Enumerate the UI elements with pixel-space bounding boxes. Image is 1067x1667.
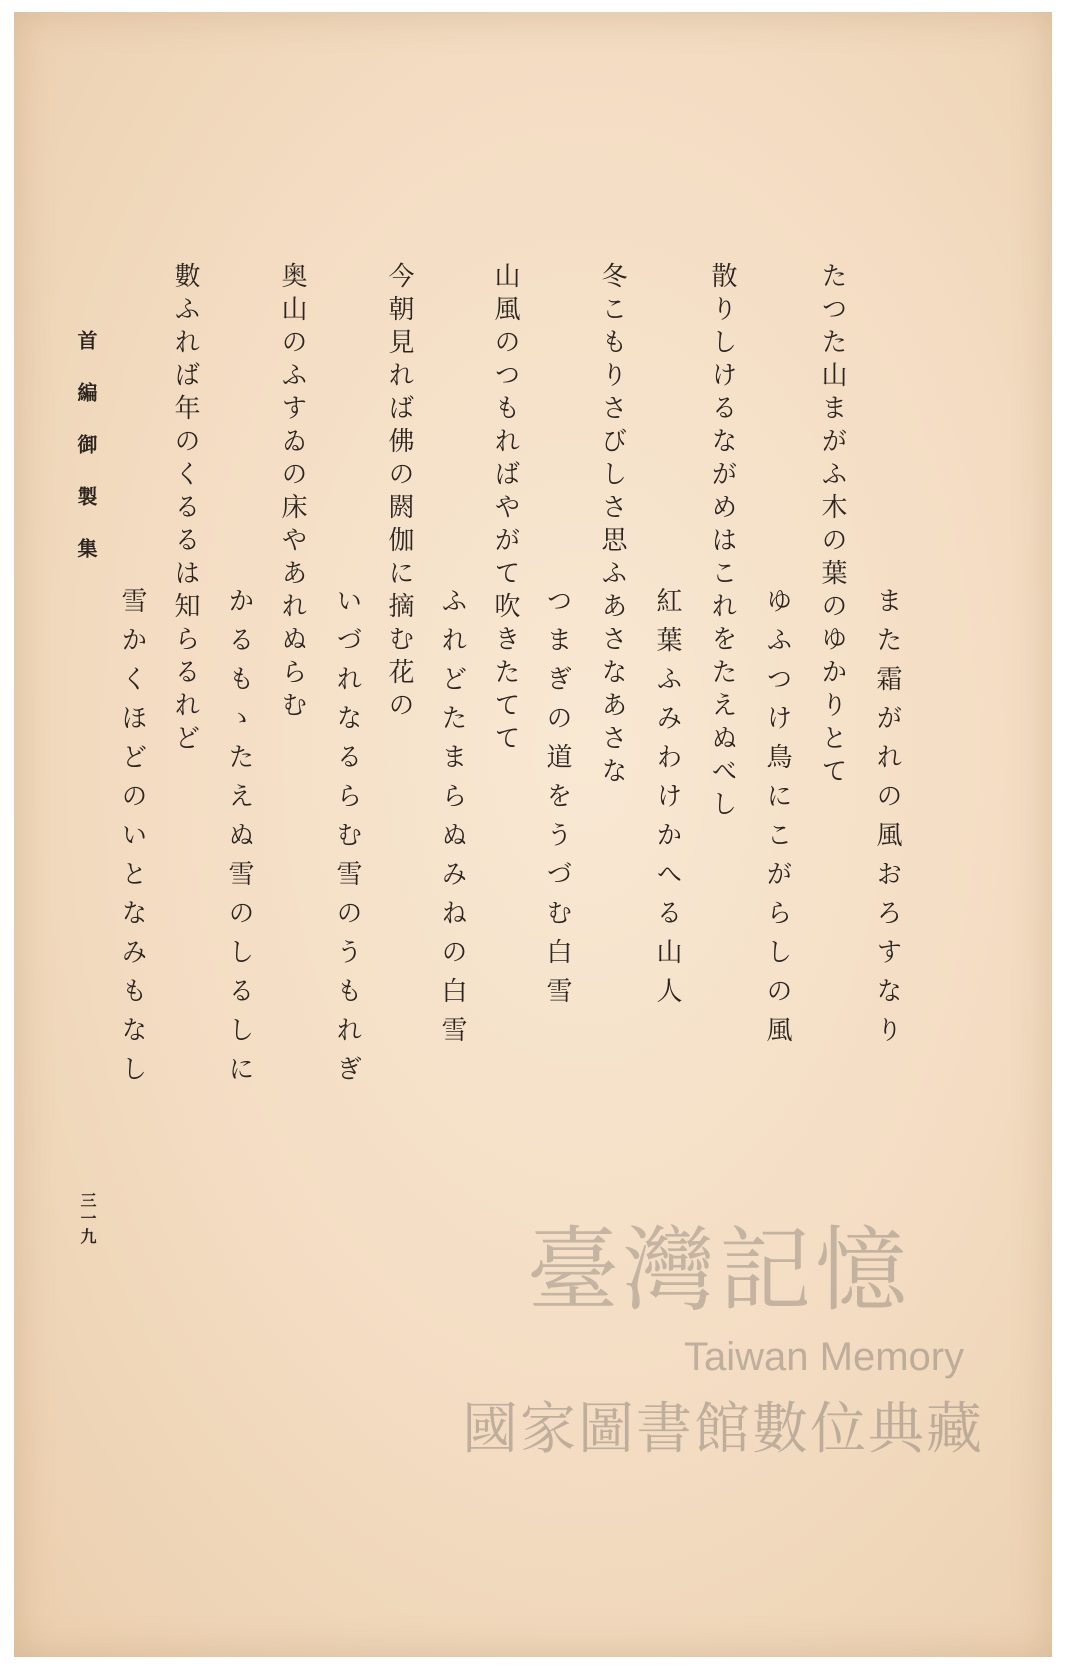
poem-line-14: 數ふれば年のくるるは知らるれど	[170, 262, 200, 757]
poem-line-13: かるもゝたえぬ雪のしるしに	[224, 587, 254, 1094]
poem-line-5: 紅葉ふみわけかへる山人	[652, 587, 682, 1016]
poem-line-4: 散りしけるながめはこれをたえぬべし	[707, 262, 737, 823]
poem-line-3: ゆふつけ鳥にこがらしの風	[762, 587, 792, 1055]
page-number: 三一九	[78, 1192, 97, 1246]
poem-line-9: ふれどたまらぬみねの白雪	[437, 587, 467, 1055]
poem-line-10: 今朝見れば佛の閼伽に摘む花の	[384, 262, 414, 724]
poem-line-7: つまぎの道をうづむ白雪	[542, 587, 572, 1016]
watermark-english: Taiwan Memory	[684, 1335, 965, 1379]
book-page	[14, 12, 1052, 1657]
running-header: 首編御製集	[74, 330, 98, 590]
poem-line-12: 奥山のふすゐの床やあれぬらむ	[277, 262, 307, 724]
poem-line-11: いづれなるらむ雪のうもれぎ	[332, 587, 362, 1094]
poem-line-6: 冬こもりさびしさ思ふあさなあさな	[597, 262, 627, 790]
watermark-subtitle: 國家圖書館數位典藏	[462, 1397, 984, 1462]
poem-line-8: 山風のつもればやがて吹きたてて	[490, 262, 520, 757]
watermark	[454, 1197, 984, 1467]
poem-line-2: たつた山まがふ木の葉のゆかりとて	[817, 262, 847, 790]
poem-line-15: 雪かくほどのいとなみもなし	[117, 587, 147, 1094]
watermark-title: 臺灣記憶	[526, 1217, 911, 1324]
poem-line-1: また霜がれの風おろすなり	[872, 587, 902, 1055]
